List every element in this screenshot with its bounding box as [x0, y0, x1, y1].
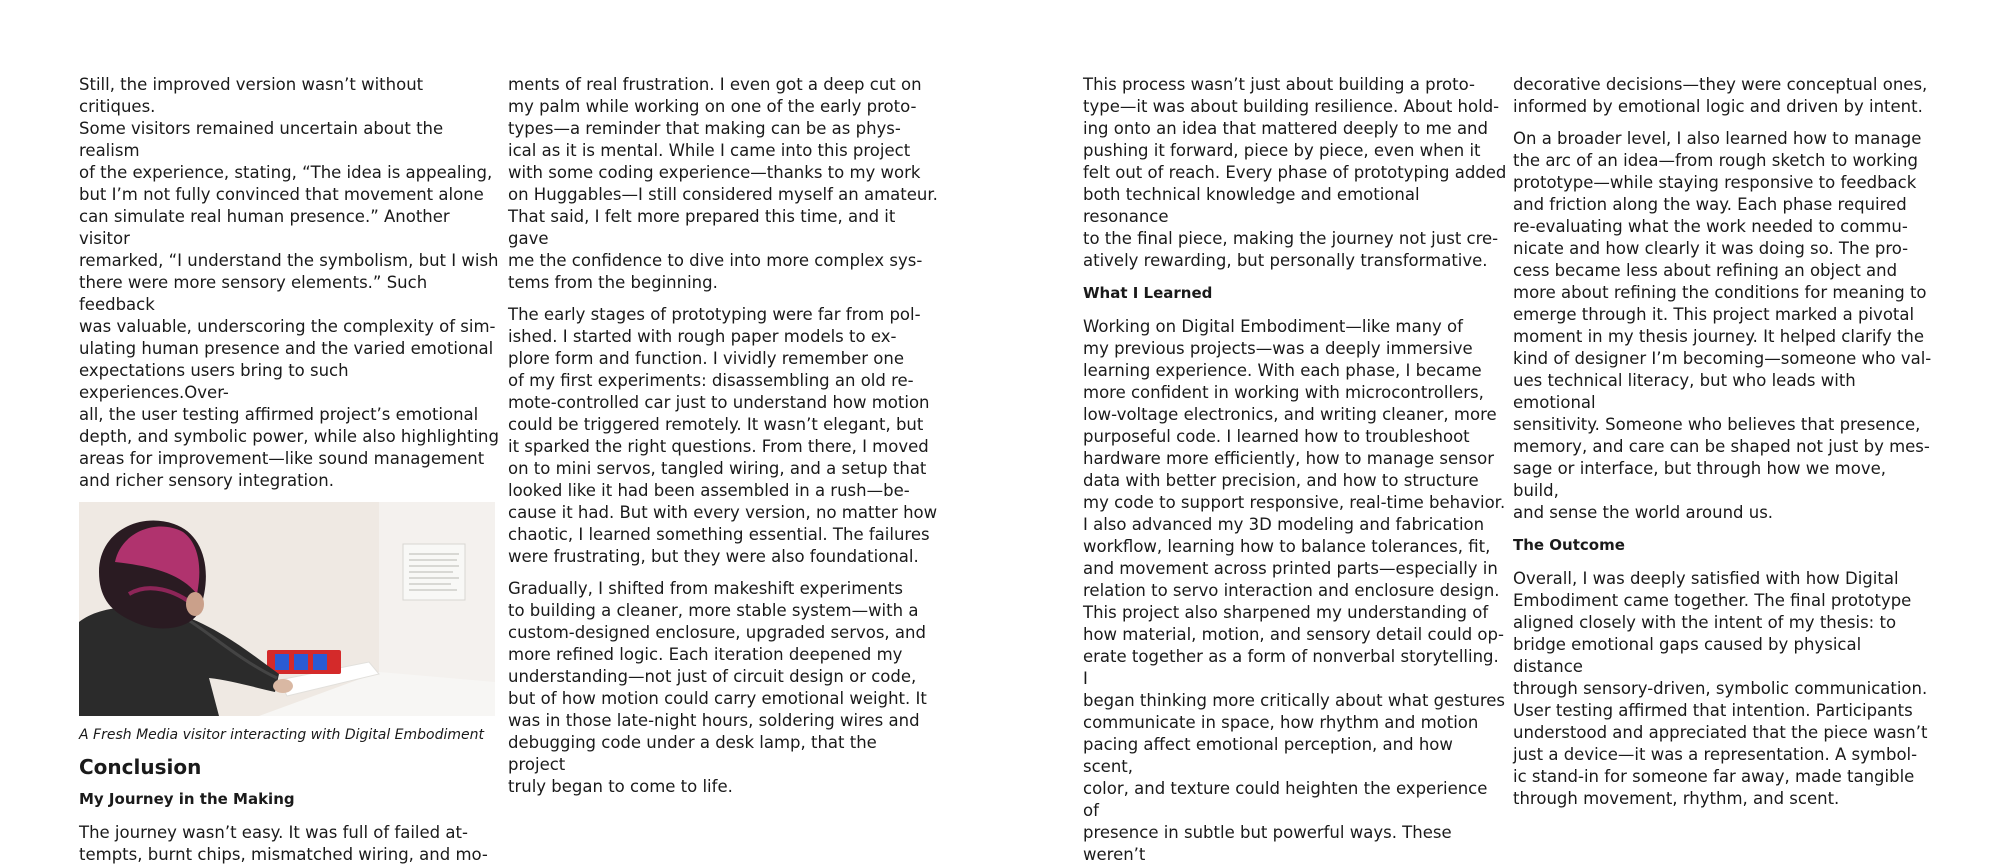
photo-visitor-interacting: [79, 502, 495, 716]
paragraph-journey: The journey wasn’t easy. It was full of failed at- tempts, burnt chips, mismatched wiring, and mo-: [79, 823, 488, 864]
paragraph-broader-level: On a broader level, I also learned how to manage the arc of an idea—from rough sketch to working prototype—while staying responsive to feedback and friction along the way. Each phase required re-evaluating what the work needed to commu- nicate and how clearly it was doing so. The pro- cess became less about refining an object and more about refining the conditions for meaning to emerge through it. This project marked a pivotal moment in my thesis journey. It helped clarify the kind of designer I’m becoming—someone who val- ues technical literacy, but who leads with emotional sensitivity. Someone who believes that presence, memory, and care can be shaped not just by mes- sage or interface, but through how we move, build, and sense the world around us.: [1513, 129, 1932, 522]
column-3: [1083, 74, 1508, 866]
heading-conclusion: Conclusion: [79, 755, 202, 779]
paragraph-critiques: Still, the improved version wasn’t without critiques. Some visitors remained uncertain about the realism of the experience, stating, “The idea is appealing, but I’m not fully convinced that movement alone can simulate real human presence.” Another visitor remarked, “I understand the symbolism, but I wish there were more sensory elements.” Such feedback was valuable, underscoring the complexity of sim- ulating human presence and the varied emotional expectations users bring to such experiences.Over- all, the user testing affirmed project’s emotional depth, and symbolic power, while also highlighting areas for improvement—like sound management and richer sensory integration.: [79, 75, 499, 490]
paragraph-learned: Working on Digital Embodiment—like many of my previous projects—was a deeply immersive learning experience. With each phase, I became more confident in working with microcontrollers, low-voltage electronics, and writing cleaner, more purposeful code. I learned how to troubleshoot hardware more efficiently, how to manage sensor data with better precision, and how to structure my code to support responsive, real-time behavior. I also advanced my 3D modeling and fabrication workflow, learning how to balance tolerances, fit, and movement across printed parts—especially in relation to servo interaction and enclosure design. This project also sharpened my understanding of how material, motion, and sensory detail could op- erate together as a form of nonverbal storytelling. I began thinking more critically about what gestures communicate in space, how rhythm and motion pacing affect emotional perception, and how scent, color, and texture could heighten the experience of presence in subtle but powerful ways. These weren’t: [1083, 317, 1506, 864]
heading-journey: My Journey in the Making: [79, 790, 295, 808]
paragraph-gradually: Gradually, I shifted from makeshift experiments to building a cleaner, more stable system—with a custom-designed enclosure, upgraded servos, and more refined logic. Each iteration deepened my understanding—not just of circuit design or code, but of how motion could carry emotional weight. It was in those late-night hours, soldering wires and debugging code under a desk lamp, that the project truly began to come to life.: [508, 579, 927, 796]
paragraph-resilience: This process wasn’t just about building a proto- type—it was about building resilience. About hold- ing onto an idea that mattered deeply to me and pushing it forward, piece by piece, even when it felt out of reach. Every phase of prototyping added both technical knowledge and emotional resonance to the final piece, making the journey not just cre- atively rewarding, but personally transformative.: [1083, 75, 1507, 270]
column-1: [79, 74, 499, 866]
photo-caption: A Fresh Media visitor interacting with Digital Embodiment: [79, 727, 485, 743]
paragraph-early-stages: The early stages of prototyping were far from pol- ished. I started with rough paper models to ex- plore form and function. I vividly remember one of my first experiments: disassembling an old re- mote-controlled car just to understand how motion could be triggered remotely. It wasn’t elegant, but it sparked the right questions. From there, I moved on to mini servos, tangled wiring, and a setup that looked like it had been assembled in a rush—be- cause it had. But with every version, no matter how chaotic, I learned something essential. The failures were frustrating, but they were also foundational.: [508, 305, 938, 566]
column-2: [508, 74, 938, 798]
paragraph-decorative: decorative decisions—they were conceptual ones, informed by emotional logic and driven by intent.: [1513, 75, 1928, 116]
paragraph-outcome: Overall, I was deeply satisfied with how Digital Embodiment came together. The final prototype aligned closely with the intent of my thesis: to bridge emotional gaps caused by physical distance through sensory-driven, symbolic communication. User testing affirmed that intention. Participants understood and appreciated that the piece wasn’t just a device—it was a representation. A symbol- ic stand-in for someone far away, made tangible through movement, rhythm, and scent.: [1513, 569, 1928, 808]
column-4: [1513, 74, 1933, 810]
photo-illustration: [79, 502, 495, 716]
heading-outcome: The Outcome: [1513, 536, 1625, 554]
paragraph-frustration: ments of real frustration. I even got a deep cut on my palm while working on one of the early proto- types—a reminder that making can be as phys- ical as it is mental. While I came into this project with some coding experience—thanks to my work on Huggables—I still considered myself an amateur. That said, I felt more prepared this time, and it gave me the confidence to dive into more complex sys- tems from the beginning.: [508, 75, 938, 292]
heading-what-i-learned: What I Learned: [1083, 284, 1213, 302]
